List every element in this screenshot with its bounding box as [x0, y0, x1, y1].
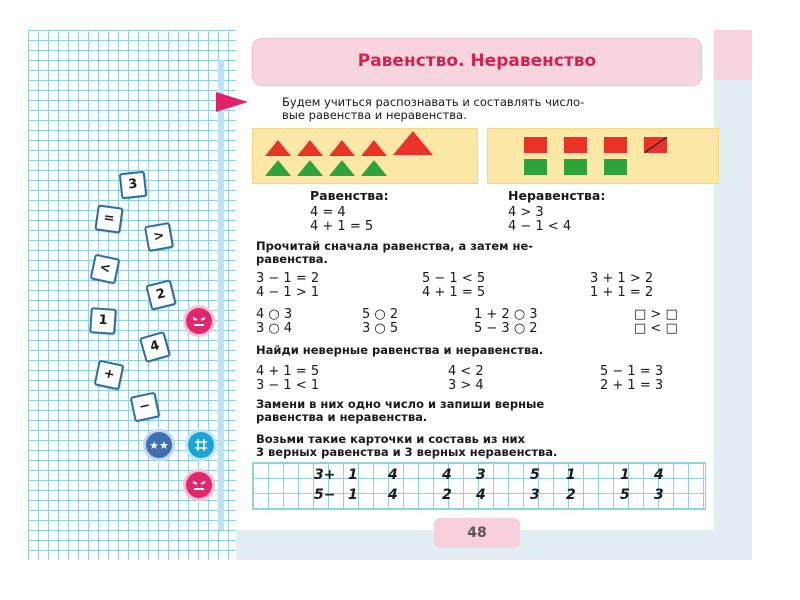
task1-text-line-1: Прочитай сначала равенства, а затем не-	[256, 239, 534, 253]
less-card: <	[90, 254, 121, 285]
handwritten-answer: 4	[476, 487, 486, 503]
equality-line: 4 + 1 = 5	[310, 219, 374, 234]
expression: 5 − 1 < 5	[422, 271, 486, 286]
comparison: 5 − 3 ○ 2	[474, 321, 538, 336]
red-square-icon	[644, 137, 667, 153]
minus-card: −	[130, 392, 161, 423]
handwritten-answer: 5	[620, 487, 630, 503]
handwritten-answer: 4	[442, 467, 452, 483]
green-triangle-icon	[361, 160, 387, 176]
red-square-icon	[524, 137, 547, 153]
green-square-icon	[604, 159, 627, 175]
number-card: 3	[119, 171, 148, 200]
handwritten-answer: 5−	[314, 487, 336, 503]
inequality-line: 4 − 1 < 4	[508, 219, 572, 234]
task2-text: Найди неверные равенства и неравенства.	[256, 343, 544, 357]
comparison: 3 ○ 5	[362, 321, 399, 336]
comparison: 4 ○ 3	[256, 307, 293, 322]
handwritten-answer: 4	[388, 467, 398, 483]
handwritten-answer: 1	[348, 467, 358, 483]
expression: 3 − 1 < 1	[256, 378, 320, 393]
expression: 3 − 1 = 2	[256, 271, 320, 286]
pink-face-badge-icon	[186, 308, 212, 334]
red-square-icon	[604, 137, 627, 153]
task3-text-line-1: Замени в них одно число и запиши верные	[256, 397, 545, 411]
number-card: 4	[139, 331, 171, 363]
handwritten-answer: 2	[566, 487, 576, 503]
intro-line-1: Будем учиться распознавать и составлять число-	[282, 95, 585, 109]
handwritten-answer: 5	[530, 467, 540, 483]
green-square-icon	[564, 159, 587, 175]
grid-badge-icon	[188, 432, 214, 458]
equality-line: 4 = 4	[310, 205, 346, 220]
greater-card: >	[144, 222, 174, 252]
pink-face-badge-icon	[186, 472, 212, 498]
handwritten-answer: 3	[530, 487, 540, 503]
comparison: 5 ○ 2	[362, 307, 399, 322]
handwritten-answer: 1	[620, 467, 630, 483]
handwritten-answer: 3+	[314, 467, 336, 483]
expression: 3 + 1 > 2	[590, 271, 654, 286]
inequalities-heading: Неравенства:	[508, 188, 606, 203]
page-number: 48	[434, 518, 520, 548]
triangles-panel	[252, 128, 478, 184]
expression: 5 − 1 = 3	[600, 364, 664, 379]
comparison: □ > □	[634, 307, 678, 322]
number-card: 2	[145, 279, 177, 311]
green-square-icon	[524, 159, 547, 175]
green-triangle-icon	[265, 160, 291, 176]
inner-margin-strip	[218, 60, 224, 530]
equalities-heading: Равенства:	[310, 188, 389, 203]
face-icon	[186, 308, 212, 334]
inequality-line: 4 > 3	[508, 205, 544, 220]
comparison: 3 ○ 4	[256, 321, 293, 336]
handwritten-answer: 3	[476, 467, 486, 483]
expression: 4 < 2	[448, 364, 484, 379]
stars-icon	[146, 432, 172, 458]
green-triangle-icon	[329, 160, 355, 176]
red-triangle-icon	[393, 131, 433, 155]
task3-text-line-2: равенства и неравенства.	[256, 410, 428, 424]
comparison: 1 + 2 ○ 3	[474, 307, 538, 322]
corner-pink-strip	[714, 30, 752, 80]
number-card: 1	[89, 307, 117, 335]
red-triangle-icon	[361, 140, 387, 156]
expression: 2 + 1 = 3	[600, 378, 664, 393]
expression: 3 > 4	[448, 378, 484, 393]
red-triangle-icon	[329, 140, 355, 156]
expression: 4 + 1 = 5	[256, 364, 320, 379]
svg-text:★★: ★★	[149, 439, 169, 452]
comparison: □ < □	[634, 321, 678, 336]
face-icon	[186, 472, 212, 498]
handwritten-answer: 3	[654, 487, 664, 503]
task4-text-line-1: Возьми такие карточки и составь из них	[256, 432, 526, 446]
red-triangle-icon	[297, 140, 323, 156]
expression: 4 + 1 = 5	[422, 285, 486, 300]
green-triangle-icon	[297, 160, 323, 176]
plus-card: +	[94, 360, 125, 391]
intro-line-2: вые равенства и неравенства.	[282, 108, 467, 122]
handwritten-answer: 1	[566, 467, 576, 483]
task4-text-line-2: 3 верных равенства и 3 верных неравенства.	[256, 445, 558, 459]
stars-badge-icon	[146, 432, 172, 458]
squares-panel	[487, 128, 719, 184]
grid-icon	[188, 432, 214, 458]
diagonal-line-icon	[644, 137, 667, 153]
red-triangle-icon	[265, 140, 291, 156]
handwritten-answer: 4	[388, 487, 398, 503]
handwritten-answer: 4	[654, 467, 664, 483]
pointer-arrow-icon	[216, 92, 248, 112]
equals-card: =	[94, 204, 123, 233]
page-title: Равенство. Неравенство	[357, 51, 597, 71]
expression: 1 + 1 = 2	[590, 285, 654, 300]
red-square-icon	[564, 137, 587, 153]
handwritten-answer: 1	[348, 487, 358, 503]
expression: 4 − 1 > 1	[256, 285, 320, 300]
handwritten-answer: 2	[442, 487, 452, 503]
task1-text-line-2: равенства.	[256, 252, 328, 266]
